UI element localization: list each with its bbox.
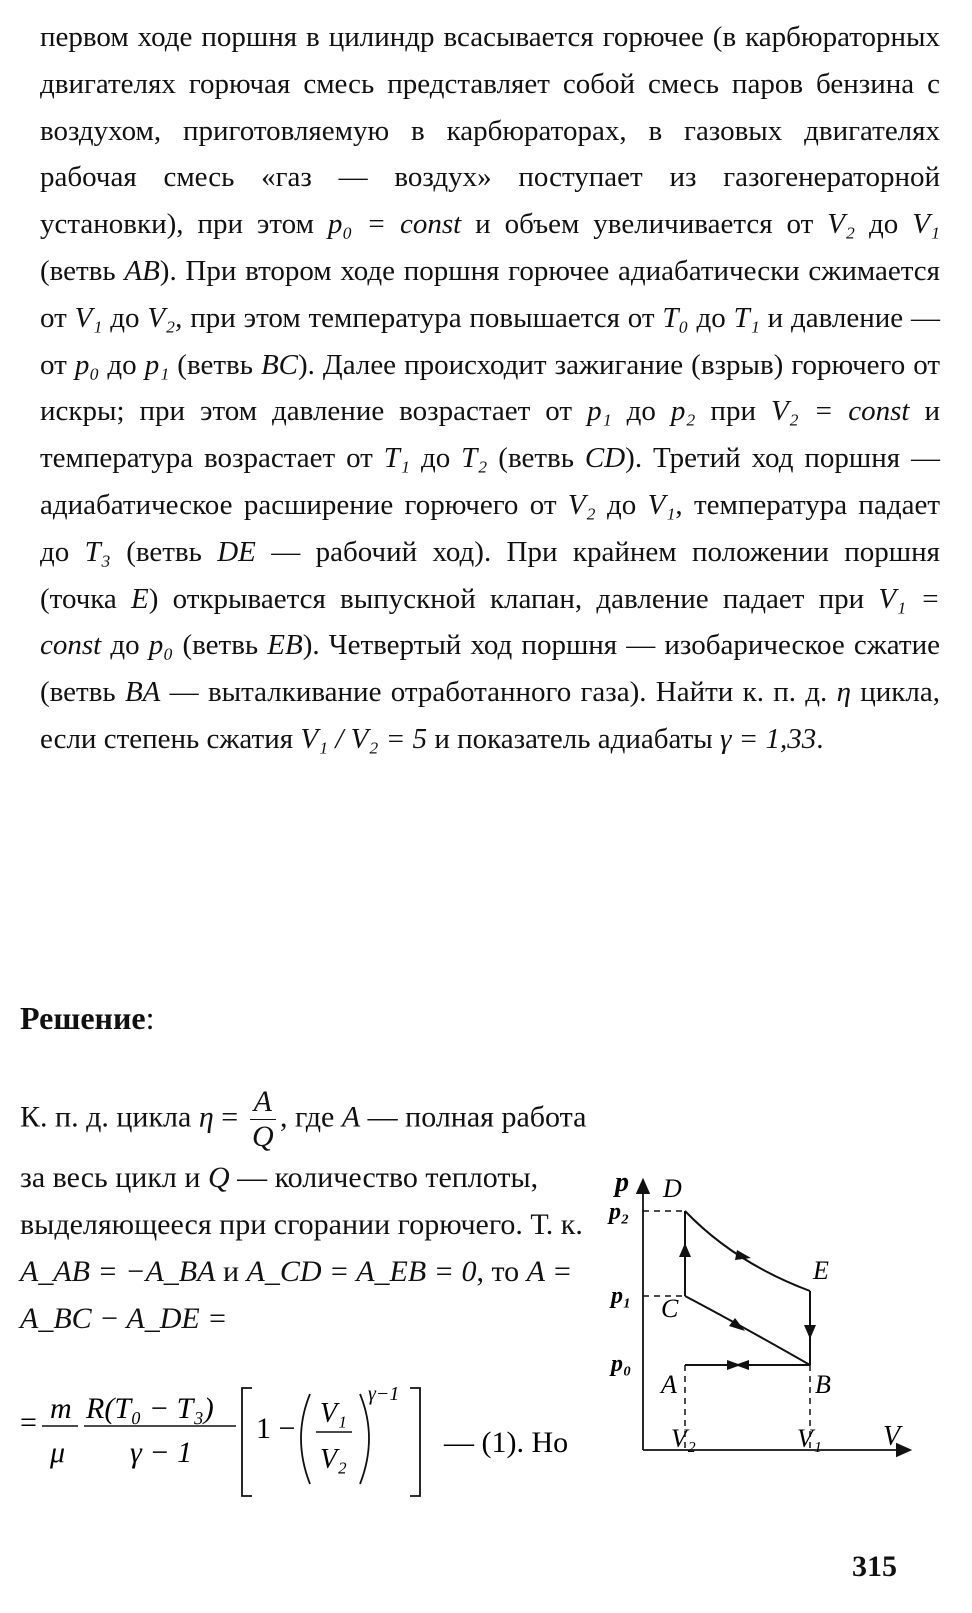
problem-math: V₂	[147, 301, 176, 334]
f-g: γ − 1	[130, 1436, 193, 1469]
solution-text	[20, 1085, 595, 1342]
problem-math: V₁ / V₂ = 5	[300, 722, 428, 755]
problem-text-segment: (ветвь	[40, 254, 125, 287]
sol-rel1: A_AB = −A_BA	[20, 1255, 216, 1288]
branch-DE	[685, 1211, 810, 1291]
sol-and: и	[215, 1255, 247, 1288]
axis-p-label: p	[615, 1167, 629, 1198]
problem-text-segment: ) открывается выпускной клапан, давление падает при	[148, 582, 879, 615]
f-eq: =	[20, 1406, 37, 1439]
problem-math: V₁ = const	[40, 582, 941, 662]
problem-math: V₂	[827, 208, 856, 241]
problem-math: V₁	[74, 301, 103, 334]
problem-math: p₀	[148, 629, 174, 662]
problem-math: DE	[217, 535, 256, 568]
label-B: B	[815, 1370, 831, 1399]
label-V1: V₁	[797, 1424, 822, 1453]
f-right-paren	[360, 1394, 369, 1484]
problem-math: p₁	[144, 348, 170, 381]
problem-text-segment: до	[102, 301, 148, 334]
pv-diagram	[605, 1155, 915, 1465]
problem-text-segment: до	[688, 301, 734, 334]
f-left-bracket	[242, 1388, 252, 1496]
sol-rel2: A_CD = A_EB = 0	[246, 1255, 477, 1288]
problem-math: V₂ = const	[770, 395, 910, 428]
problem-text-segment: , температура падает до	[40, 488, 940, 568]
problem-text-segment: первом ходе поршня в цилиндр всасывается горючее (в карбюраторных двигателях горючая смесь представляет собой смесь паров бензина с воздухом, приготовляемую в карбюраторах, в газовых двигателях рабочая смесь «газ — воздух» поступает из газогенераторной установки), при этом	[40, 21, 940, 241]
problem-text-segment: и давление — от	[40, 301, 941, 381]
label-p2: p₂	[609, 1199, 630, 1225]
branch-BC	[685, 1296, 810, 1365]
sol-line1-b: , где	[279, 1100, 342, 1134]
label-V2: V₂	[671, 1424, 696, 1453]
problem-text-segment: и температура возрастает от	[40, 395, 940, 475]
problem-text-segment: (ветвь	[173, 629, 268, 662]
f-m: m	[50, 1392, 72, 1425]
problem-math: V₁	[912, 208, 941, 241]
f-left-paren	[301, 1394, 310, 1484]
problem-math: BC	[260, 348, 299, 381]
problem-math: η	[836, 676, 851, 709]
problem-text-segment: .	[816, 722, 824, 755]
f-right-bracket	[410, 1388, 420, 1496]
problem-text-segment: ). Четвертый ход поршня — изобарическое сжатие (ветвь	[40, 629, 940, 709]
sol-frac-num: A	[250, 1085, 276, 1120]
solution-heading-word: Решение	[20, 1000, 146, 1036]
problem-math: EB	[267, 629, 303, 662]
problem-math: T₃	[84, 535, 111, 568]
f-mu: μ	[50, 1436, 66, 1469]
problem-math: E	[131, 582, 149, 615]
problem-text-segment: до	[855, 208, 913, 241]
problem-math: BA	[124, 676, 161, 709]
label-D: D	[663, 1174, 682, 1203]
problem-math: T₁	[383, 442, 411, 475]
problem-math: p₀ = const	[327, 208, 462, 241]
axis-V-label: V	[883, 1421, 901, 1452]
problem-text-segment: — выталкивание отработанного газа). Найти к. п. д.	[160, 676, 837, 709]
sol-line1-c: — полная работа за весь цикл и	[20, 1100, 587, 1194]
sol-then: , то	[476, 1255, 527, 1288]
label-p0: p₀	[611, 1351, 632, 1377]
sol-fraction-A-Q	[250, 1085, 276, 1154]
f-ref: — (1). Но	[444, 1426, 569, 1459]
sol-rel3: A = A_BC − A_DE =	[20, 1255, 573, 1335]
solution-heading-colon: :	[145, 1000, 155, 1036]
problem-text-segment: до	[101, 629, 149, 662]
problem-text-segment: до	[595, 488, 648, 521]
problem-math: V₁	[647, 488, 676, 521]
problem-math: γ = 1,33	[720, 722, 817, 755]
f-R: R(T₀ − T₃)	[86, 1392, 214, 1425]
problem-text-segment: (ветвь	[487, 442, 585, 475]
problem-math: T₁	[733, 301, 760, 334]
problem-text-segment: цикла, если степень сжатия	[40, 676, 940, 755]
sol-line1-a: К. п. д. цикла	[20, 1100, 199, 1134]
problem-text-segment: до	[99, 348, 145, 381]
problem-text-segment: (ветвь	[169, 348, 261, 381]
branch-EB-arrow	[804, 1325, 816, 1339]
f-one: 1 −	[256, 1412, 296, 1445]
problem-math: p₂	[670, 395, 696, 428]
problem-text-segment: ). Третий ход поршня — адиабатическое расширение горючего от	[40, 442, 941, 521]
label-p1: p₁	[611, 1283, 632, 1309]
label-C: C	[661, 1294, 679, 1323]
sol-eta: η	[198, 1100, 214, 1134]
problem-text-segment: (ветвь	[110, 535, 218, 568]
problem-text-segment: и объем увеличивается от	[461, 208, 828, 241]
label-A: A	[661, 1370, 677, 1399]
problem-text-segment: при	[695, 395, 771, 428]
problem-math: T₂	[461, 442, 488, 475]
branch-CD-arrow	[679, 1243, 691, 1257]
efficiency-formula	[20, 1380, 610, 1500]
problem-text-segment: до	[410, 442, 462, 475]
sol-line1-d: — количество теплоты, выделяющееся при сгорании горючего. Т. к.	[20, 1161, 583, 1241]
problem-math: T₀	[662, 301, 689, 334]
sol-Q: Q	[207, 1161, 230, 1194]
problem-text-segment: ). Далее происходит зажигание (взрыв) горючего от искры; при этом давление возрастает от	[40, 348, 940, 428]
sol-eq: =	[213, 1100, 246, 1134]
f-V1: V₁	[320, 1398, 347, 1429]
branch-BA-arrow2	[727, 1360, 741, 1370]
problem-text-segment: ). При втором ходе поршня горючее адиабатически сжимается от	[40, 254, 940, 334]
problem-math: p₀	[74, 348, 100, 381]
branch-DE-arrow	[735, 1250, 751, 1260]
solution-heading	[20, 1000, 155, 1037]
problem-math: V₂	[567, 488, 596, 521]
problem-math: CD	[584, 442, 626, 475]
problem-text-segment: , при этом температура повышается от	[175, 301, 663, 334]
problem-math: AB	[124, 254, 160, 287]
f-V2: V₂	[320, 1444, 347, 1475]
problem-text-segment: до	[611, 395, 671, 428]
sol-A: A	[341, 1100, 361, 1134]
problem-math: p₁	[587, 395, 612, 428]
f-exp: γ−1	[368, 1383, 400, 1405]
problem-text	[40, 14, 940, 763]
page-number: 315	[852, 1550, 897, 1583]
problem-text-segment: и показатель адиабаты	[427, 722, 720, 755]
sol-frac-den: Q	[251, 1120, 274, 1153]
label-E: E	[813, 1256, 829, 1285]
problem-text-segment: — рабочий ход). При крайнем положении поршня (точка	[40, 535, 940, 615]
